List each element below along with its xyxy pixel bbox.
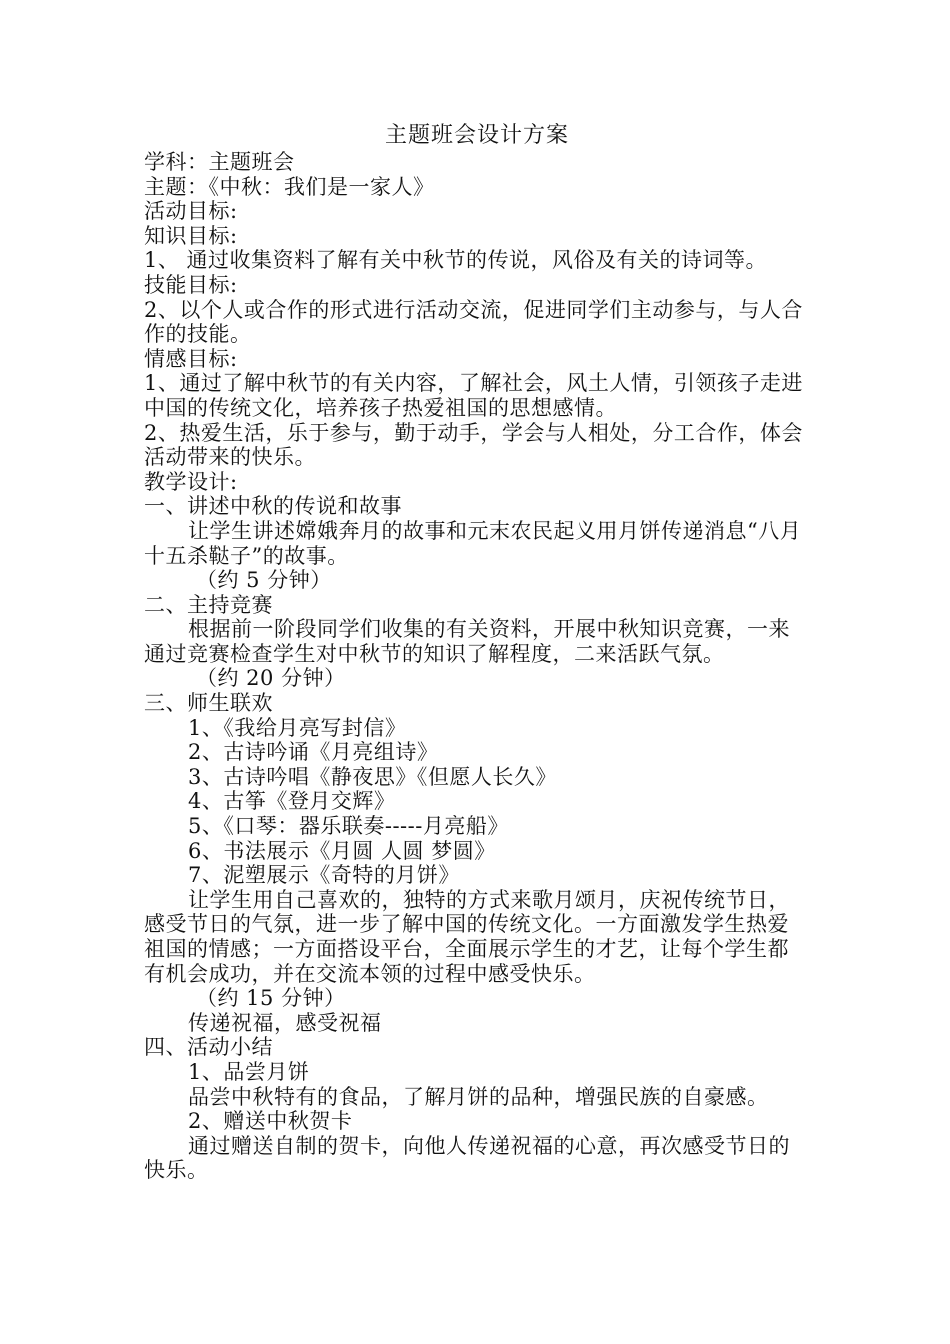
section-heading-teaching-design: 教学设计:: [144, 469, 238, 494]
program-item-2: 2、古诗吟诵《月亮组诗》: [188, 740, 439, 765]
emotion-goal-2: 2、热爱生活，乐于参与，勤于动手，学会与人相处，分工合作，体会活动带来的快乐。: [144, 420, 803, 470]
part-4-heading: 四、活动小结: [144, 1035, 273, 1060]
program-item-6: 6、书法展示《月圆 人圆 梦圆》: [188, 838, 496, 863]
subject-line: 学科：主题班会: [144, 150, 295, 174]
knowledge-goal-1: 1、 通过收集资料了解有关中秋节的传说，风俗及有关的诗词等。: [144, 248, 768, 273]
program-item-5: 5、《口琴：器乐联奏-----月亮船》: [188, 814, 509, 839]
part-3-duration: （约 15 分钟）: [196, 986, 346, 1011]
document-page: [144, 122, 810, 1183]
section-heading-activity-goals: 活动目标:: [144, 199, 238, 224]
summary-item-1-text: 品尝中秋特有的食品，了解月饼的品种，增强民族的自豪感。: [188, 1084, 769, 1109]
section-heading-emotion-goals: 情感目标:: [144, 346, 238, 371]
summary-item-2-text: 通过赠送自制的贺卡，向他人传递祝福的心意，再次感受节日的快乐。: [144, 1133, 790, 1183]
summary-item-2: 2、赠送中秋贺卡: [188, 1109, 353, 1134]
emotion-goal-1: 1、通过了解中秋节的有关内容，了解社会，风土人情，引领孩子走进中国的传统文化，培养孩子热爱祖国的思想感情。: [144, 371, 803, 420]
program-item-1: 1、《我给月亮写封信》: [188, 715, 407, 740]
part-1-paragraph: 让学生讲述嫦娥奔月的故事和元末农民起义用月饼传递消息“八月十五杀鞑子”的故事。: [144, 518, 802, 568]
blessing-line: 传递祝福，感受祝福: [188, 1010, 382, 1035]
section-heading-skill-goals: 技能目标:: [144, 272, 238, 297]
program-item-3: 3、古诗吟唱《静夜思》《但愿人长久》: [188, 764, 557, 789]
part-1-duration: （约 5 分钟）: [196, 568, 332, 593]
program-item-7: 7、泥塑展示《奇特的月饼》: [188, 863, 460, 888]
skill-goal-2: 2、以个人或合作的形式进行活动交流，促进同学们主动参与，与人合作的技能。: [144, 297, 803, 347]
part-3-paragraph: 让学生用自己喜欢的，独特的方式来歌月颂月，庆祝传统节日，感受节日的气氛，进一步了解中国的传统文化。一方面激发学生热爱祖国的情感；一方面搭设平台，全面展示学生的才艺，让每个学生都有机会成功，并在交流本领的过程中感受快乐。: [144, 887, 790, 986]
part-1-heading: 一、讲述中秋的传说和故事: [144, 494, 402, 519]
section-heading-knowledge-goals: 知识目标:: [144, 223, 238, 248]
part-2-duration: （约 20 分钟）: [196, 666, 346, 691]
document-title: 主题班会设计方案: [384, 123, 569, 148]
summary-item-1: 1、品尝月饼: [188, 1059, 310, 1084]
part-2-paragraph: 根据前一阶段同学们收集的有关资料，开展中秋知识竞赛，一来通过竞赛检查学生对中秋节的知识了解程度，二来活跃气氛。: [144, 617, 790, 666]
part-3-heading: 三、师生联欢: [144, 691, 273, 716]
theme-line: 主题：《中秋：我们是一家人》: [144, 174, 435, 199]
part-2-heading: 二、主持竞赛: [144, 592, 273, 617]
program-item-4: 4、古筝《登月交辉》: [188, 789, 396, 814]
